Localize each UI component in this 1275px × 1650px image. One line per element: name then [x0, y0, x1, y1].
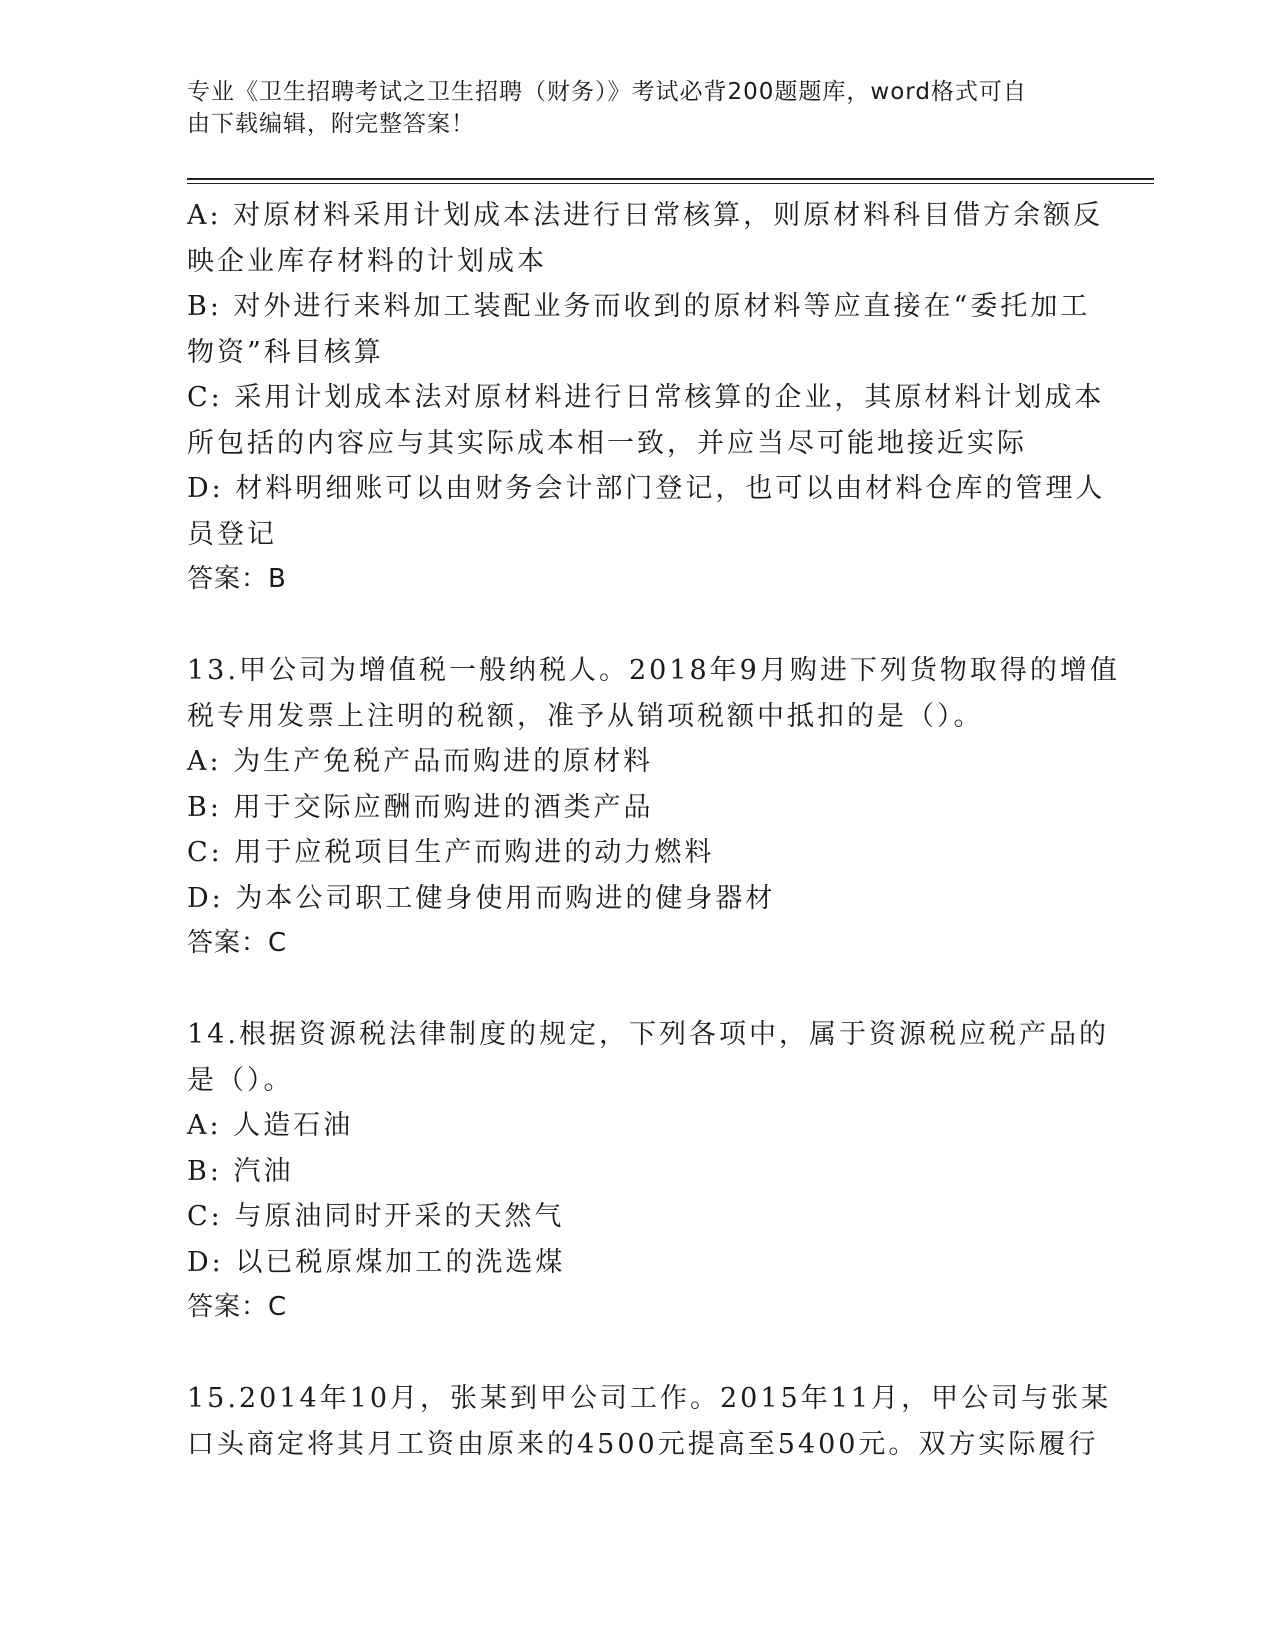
header-rule-thick — [187, 178, 1154, 180]
option-b-line-2: 物资”科目核算 — [187, 336, 384, 368]
document-header — [187, 76, 1067, 140]
option-d: D: 以已税原煤加工的洗选煤 — [187, 1246, 566, 1278]
answer-14: 答案：C — [187, 1292, 288, 1322]
question-14-text-line-2: 是（）。 — [187, 1064, 294, 1096]
header-rule-thin — [187, 183, 1154, 184]
header-line-1: 专业《卫生招聘考试之卫生招聘（财务）》考试必背200题题库，word格式可自 — [187, 79, 1027, 105]
answer-13: 答案：C — [187, 928, 288, 958]
spacer — [187, 967, 1087, 1013]
option-a: A: 为生产免税产品而购进的原材料 — [187, 746, 654, 777]
question-15-text-line-1: 15.2014年10月，张某到甲公司工作。2015年11月，甲公司与张某 — [187, 1383, 1112, 1414]
option-c: C: 用于应税项目生产而购进的动力燃料 — [187, 837, 715, 868]
option-d-line-2: 员登记 — [187, 518, 277, 550]
option-c-line-1: C: 采用计划成本法对原材料进行日常核算的企业，其原材料计划成本 — [187, 382, 1105, 413]
document-body — [187, 193, 1120, 1467]
option-b: B: 汽油 — [187, 1155, 294, 1187]
option-c: C: 与原油同时开采的天然气 — [187, 1201, 565, 1232]
option-c-line-2: 所包括的内容应与其实际成本相一致，并应当尽可能地接近实际 — [187, 427, 1027, 459]
question-14-text-line-1: 14.根据资源税法律制度的规定，下列各项中，属于资源税应税产品的 — [187, 1019, 1109, 1050]
option-b: B: 用于交际应酬而购进的酒类产品 — [187, 791, 654, 823]
header-line-2: 由下载编辑，附完整答案！ — [187, 111, 475, 137]
question-12-options — [187, 193, 1106, 603]
question-15-text-line-2: 口头商定将其月工资由原来的4500元提高至5400元。双方实际履行 — [187, 1428, 1099, 1460]
question-14 — [187, 1012, 1109, 1331]
option-a-line-2: 映企业库存材料的计划成本 — [187, 245, 547, 277]
question-13 — [187, 648, 1120, 967]
option-b-line-1: B: 对外进行来料加工装配业务而收到的原材料等应直接在“委托加工 — [187, 291, 1091, 322]
question-13-text-line-1: 13.甲公司为增值税一般纳税人。2018年9月购进下列货物取得的增值 — [187, 655, 1120, 686]
option-d: D: 为本公司职工健身使用而购进的健身器材 — [187, 882, 776, 914]
option-a: A: 人造石油 — [187, 1110, 354, 1141]
question-15 — [187, 1376, 1112, 1467]
spacer — [187, 1331, 1087, 1377]
answer-12: 答案：B — [187, 564, 287, 594]
spacer — [187, 603, 1087, 649]
question-13-text-line-2: 税专用发票上注明的税额，准予从销项税额中抵扣的是（）。 — [187, 700, 984, 732]
option-a-line-1: A: 对原材料采用计划成本法进行日常核算，则原材料科目借方余额反 — [187, 200, 1104, 231]
option-d-line-1: D: 材料明细账可以由财务会计部门登记，也可以由材料仓库的管理人 — [187, 473, 1106, 504]
